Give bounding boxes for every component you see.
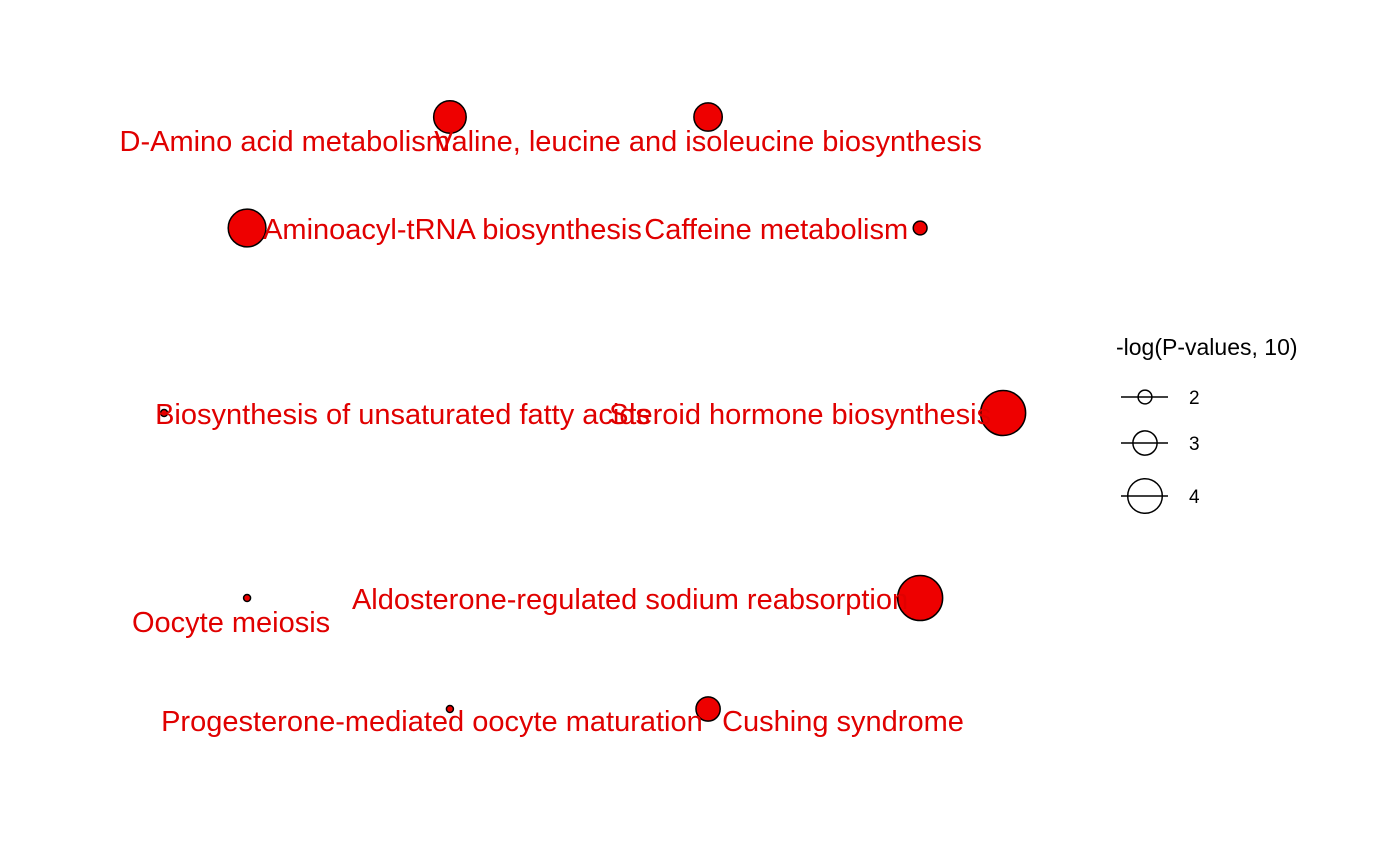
legend-entry (1121, 431, 1200, 455)
legend-title: -log(P-values, 10) (1116, 334, 1298, 360)
pathway-label: Oocyte meiosis (131, 607, 331, 639)
pathway-label: Caffeine metabolism (644, 214, 909, 246)
legend-label: 4 (1189, 487, 1200, 508)
pathway-label: Cushing syndrome (722, 706, 964, 738)
pathway-label: D-Amino acid metabolism (119, 126, 450, 158)
pathway-point (244, 595, 251, 602)
legend (1116, 334, 1298, 513)
pathway-label: Progesterone-mediated oocyte maturation (161, 706, 703, 738)
legend-label: 3 (1189, 434, 1200, 455)
pathway-label: Steroid hormone biosynthesis (609, 399, 992, 431)
pathway-point (228, 209, 266, 247)
pathway-label: Aminoacyl-tRNA biosynthesis (263, 214, 642, 246)
pathway-point (913, 221, 927, 235)
legend-entry (1121, 479, 1200, 514)
pathway-label: Biosynthesis of unsaturated fatty acids (155, 399, 650, 431)
pathway-label: Aldosterone-regulated sodium reabsorption (351, 584, 909, 616)
pathway-label: Valine, leucine and isoleucine biosynthesis (434, 126, 982, 158)
legend-entries (1121, 388, 1200, 513)
legend-entry (1121, 388, 1200, 409)
legend-label: 2 (1189, 388, 1200, 409)
